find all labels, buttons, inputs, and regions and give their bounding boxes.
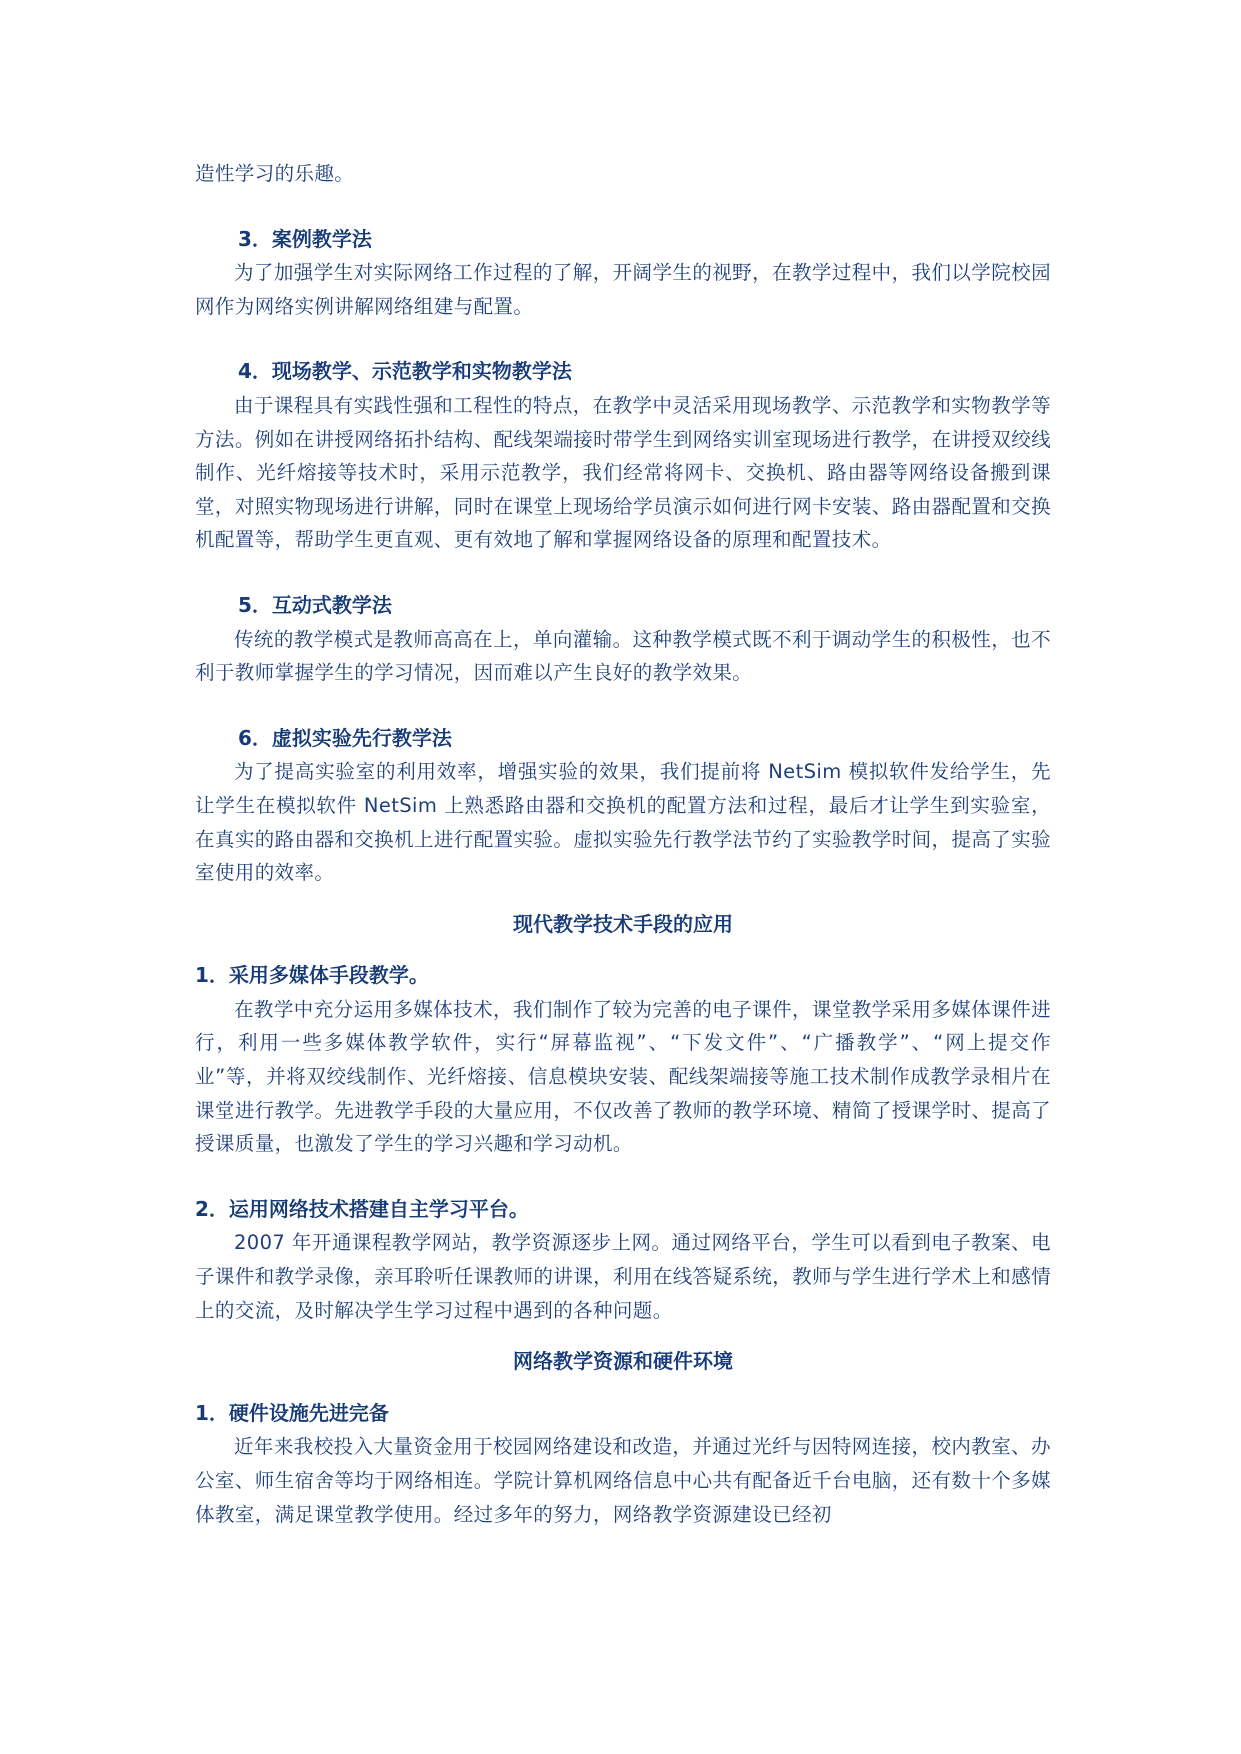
document-body — [195, 157, 1051, 1531]
paragraph-online-platform: 2007 年开通课程教学网站，教学资源逐步上网。通过网络平台，学生可以看到电子教案、电子课件和教学录像，亲耳聆听任课教师的讲课，利用在线答疑系统，教师与学生进行学术上和感情上的交流，及时解决学生学习过程中遇到的各种问题。 — [195, 1231, 1051, 1322]
paragraph-case-teaching: 为了加强学生对实际网络工作过程的了解，开阔学生的视野，在教学过程中，我们以学院校园网作为网络实例讲解网络组建与配置。 — [195, 261, 1051, 318]
paragraph-continued: 造性学习的乐趣。 — [195, 162, 355, 185]
paragraph-virtual-lab: 为了提高实验室的利用效率，增强实验的效果，我们提前将 NetSim 模拟软件发给学生，先让学生在模拟软件 NetSim 上熟悉路由器和交换机的配置方法和过程，最后才让学生到实验室，在真实的路由器和交换机上进行配置实验。虚拟实验先行教学法节约了实验教学时间，提高了实验室使用的效率。 — [195, 760, 1051, 885]
paragraph-multimedia: 在教学中充分运用多媒体技术，我们制作了较为完善的电子课件，课堂教学采用多媒体课件进行，利用一些多媒体教学软件，实行“屏幕监视”、“下发文件”、“广播教学”、“网上提交作业”等，并将双绞线制作、光纤熔接、信息模块安装、配线架端接等施工技术制作成教学录相片在课堂进行教学。先进教学手段的大量应用，不仅改善了教师的教学环境、精简了授课学时、提高了授课质量，也激发了学生的学习兴趣和学习动机。 — [195, 997, 1051, 1156]
paragraph-hardware: 近年来我校投入大量资金用于校园网络建设和改造，并通过光纤与因特网连接，校内教室、办公室、师生宿舍等均于网络相连。学院计算机网络信息中心共有配备近千台电脑，还有数十个多媒体教室，满足课堂教学使用。经过多年的努力，网络教学资源建设已经初 — [195, 1435, 1051, 1526]
heading-onsite-teaching: 4．现场教学、示范教学和实物教学法 — [238, 359, 572, 384]
heading-case-teaching: 3．案例教学法 — [238, 226, 372, 251]
heading-interactive-teaching: 5．互动式教学法 — [238, 592, 392, 617]
paragraph-interactive-teaching: 传统的教学模式是教师高高在上，单向灌输。这种教学模式既不利于调动学生的积极性，也不利于教师掌握学生的学习情况，因而难以产生良好的教学效果。 — [195, 627, 1051, 685]
heading-online-platform: 2．运用网络技术搭建自主学习平台。 — [195, 1196, 529, 1221]
heading-multimedia: 1．采用多媒体手段教学。 — [195, 963, 429, 988]
heading-hardware: 1．硬件设施先进完备 — [195, 1400, 389, 1425]
heading-virtual-lab: 6．虚拟实验先行教学法 — [238, 725, 452, 750]
section-title-modern-tech: 现代教学技术手段的应用 — [513, 911, 733, 936]
section-title-resources: 网络教学资源和硬件环境 — [513, 1349, 733, 1374]
paragraph-onsite-teaching: 由于课程具有实践性强和工程性的特点，在教学中灵活采用现场教学、示范教学和实物教学等方法。例如在讲授网络拓扑结构、配线架端接时带学生到网络实训室现场进行教学，在讲授双绞线制作、光纤熔接等技术时，采用示范教学，我们经常将网卡、交换机、路由器等网络设备搬到课堂，对照实物现场进行讲解，同时在课堂上现场给学员演示如何进行网卡安装、路由器配置和交换机配置等，帮助学生更直观、更有效地了解和掌握网络设备的原理和配置技术。 — [195, 393, 1051, 552]
